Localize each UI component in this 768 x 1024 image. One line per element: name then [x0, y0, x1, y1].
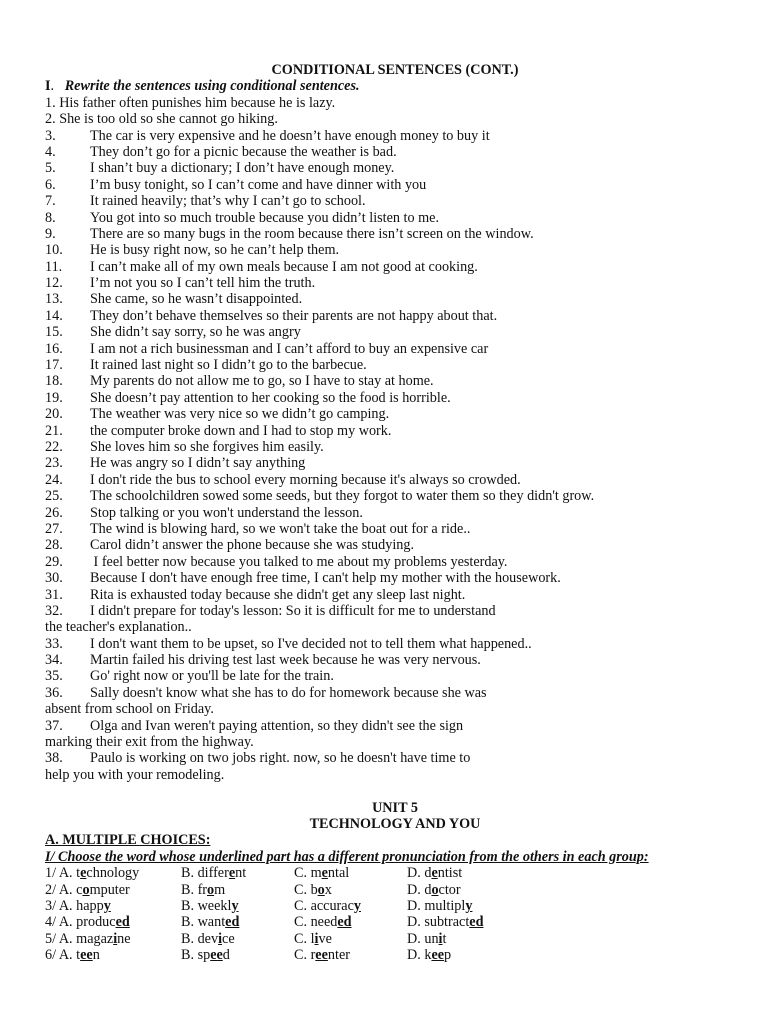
- sentence-text: I don't ride the bus to school every morning because it's always so crowded.: [90, 471, 521, 488]
- sentence-number: 16.: [45, 340, 63, 357]
- mc-option-text: nt: [235, 865, 247, 882]
- mc-option-text: nter: [327, 947, 350, 964]
- mc-underlined-part: e: [321, 865, 328, 882]
- sentence-text: Go' right now or you'll be late for the train.: [90, 668, 334, 685]
- mc-option-text: need: [310, 914, 338, 931]
- mc-option: [407, 947, 451, 963]
- sentence-item: [45, 521, 745, 537]
- sentence-item: [45, 357, 745, 373]
- mc-option-text: c: [76, 881, 83, 898]
- mc-option-label: A.: [58, 947, 77, 964]
- sentence-text: Olga and Ivan weren't paying attention, so they didn't see the sign: [90, 717, 464, 734]
- sentence-text: He is busy right now, so he can’t help them.: [90, 242, 340, 259]
- sentence-text: I can’t make all of my own meals because I am not good at cooking.: [90, 258, 478, 275]
- sentence-number: 30.: [45, 570, 63, 587]
- mc-option-label: D.: [407, 865, 425, 882]
- mc-option-text: un: [424, 930, 439, 947]
- mc-option-text: ne: [117, 930, 131, 947]
- mc-option: [45, 931, 131, 947]
- sentence-number: 35.: [45, 668, 63, 685]
- mc-option-text: t: [442, 930, 447, 947]
- mc-question-number: 4/: [45, 914, 59, 931]
- mc-underlined-part: y: [465, 897, 473, 914]
- mc-option: [294, 865, 349, 881]
- sentence-item: [45, 537, 745, 553]
- mc-question: [45, 914, 745, 930]
- mc-option: [181, 914, 239, 930]
- mc-option-label: C.: [294, 947, 311, 964]
- sentence-item: [45, 128, 745, 144]
- mc-option: [181, 898, 239, 914]
- sentence-number: 11.: [45, 258, 63, 275]
- mc-option: [294, 898, 361, 914]
- mc-question-number: 2/: [45, 881, 59, 898]
- sentence-number: 22.: [45, 439, 63, 455]
- section-marker: I: [45, 78, 51, 95]
- mc-option-text: weekl: [197, 897, 232, 914]
- section-heading: A. MULTIPLE CHOICES:: [45, 832, 211, 849]
- sentence-text: She loves him so she forgives him easily.: [90, 439, 324, 455]
- sentence-text: Sally doesn't know what she has to do for homework because she was: [90, 684, 487, 701]
- mc-underlined-part: ed: [337, 914, 352, 931]
- mc-option-text: multipl: [424, 897, 466, 914]
- mc-underlined-part: i: [218, 930, 223, 947]
- mc-question: [45, 947, 745, 963]
- sentence-item: [45, 373, 745, 389]
- sentence-text: They don’t behave themselves so their parents are not happy about that.: [90, 307, 498, 324]
- sentence-continuation: help you with your remodeling.: [45, 766, 225, 783]
- mc-underlined-part: o: [431, 881, 439, 898]
- sentence-number: 8.: [45, 209, 56, 226]
- sentence-text: She is too old so she cannot go hiking.: [59, 111, 278, 128]
- mc-option: [181, 947, 230, 963]
- sentence-number: 36.: [45, 684, 63, 701]
- mc-option-text: dev: [197, 930, 219, 947]
- sentence-item: [45, 455, 745, 471]
- sentence-number: 25.: [45, 488, 63, 505]
- mc-option: [45, 882, 130, 898]
- sentence-number: 34.: [45, 652, 63, 669]
- mc-option: [181, 882, 225, 898]
- sentence-text: The car is very expensive and he doesn’t have enough money to buy it: [90, 127, 490, 144]
- mc-option-text: happ: [76, 897, 104, 914]
- sentence-item: [45, 210, 745, 226]
- unit-title: UNIT 5: [372, 799, 418, 816]
- mc-option-label: B.: [181, 881, 198, 898]
- sentence-item: [45, 308, 745, 324]
- mc-option-label: A.: [58, 881, 77, 898]
- sentence-item: [45, 95, 745, 111]
- mc-option-label: C.: [294, 914, 311, 931]
- mc-option-text: subtract: [424, 914, 470, 931]
- mc-underlined-part: y: [353, 897, 361, 914]
- mc-question-number: 1/: [45, 865, 59, 882]
- mc-option-text: mputer: [89, 881, 130, 898]
- mc-option-text: t: [76, 947, 81, 964]
- sentence-text: They don’t go for a picnic because the weather is bad.: [90, 143, 397, 160]
- sentence-item: [45, 668, 745, 684]
- sentence-text: I didn't prepare for today's lesson: So it is difficult for me to understand: [90, 602, 496, 619]
- mc-underlined-part: ee: [431, 947, 445, 964]
- sentence-number: 31.: [45, 586, 63, 603]
- sentence-number: 13.: [45, 291, 63, 308]
- mc-option: [407, 931, 446, 947]
- sentence-text: You got into so much trouble because you didn’t listen to me.: [90, 209, 440, 226]
- mc-option: [294, 931, 332, 947]
- sentence-item: [45, 685, 745, 701]
- mc-option-text: ntal: [327, 865, 350, 882]
- sentence-number: 4.: [45, 143, 56, 160]
- sentence-number: 15.: [45, 324, 63, 341]
- sentence-text: There are so many bugs in the room because there isn’t screen on the window.: [90, 225, 534, 242]
- mc-option: [45, 914, 130, 930]
- sentence-item: [45, 652, 745, 668]
- sentence-item: [45, 488, 745, 504]
- mc-option-text: t: [76, 865, 81, 882]
- sentence-number: 9.: [45, 225, 56, 242]
- sentence-text: He was angry so I didn’t say anything: [90, 455, 306, 472]
- mc-option-text: l: [310, 930, 315, 947]
- sentence-number: 12.: [45, 275, 63, 292]
- sentence-number: 32.: [45, 602, 63, 619]
- sentence-number: 1.: [45, 94, 56, 111]
- mc-option-text: differ: [197, 865, 229, 882]
- mc-underlined-part: o: [317, 881, 325, 898]
- sentence-number: 14.: [45, 307, 63, 324]
- sentence-item: [45, 193, 745, 209]
- sentence-item: [45, 472, 745, 488]
- sentence-number: 27.: [45, 520, 63, 537]
- sentence-text: It rained heavily; that’s why I can’t go to school.: [90, 193, 366, 210]
- mc-option-text: ve: [318, 930, 332, 947]
- sentence-number: 6.: [45, 176, 56, 193]
- mc-option: [45, 865, 139, 881]
- sentence-text: I am not a rich businessman and I can’t afford to buy an expensive car: [90, 340, 489, 357]
- mc-underlined-part: ee: [210, 947, 223, 964]
- mc-option: [45, 947, 100, 963]
- sentence-number: 28.: [45, 537, 63, 554]
- mc-underlined-part: y: [103, 897, 111, 914]
- sentence-number: 2.: [45, 111, 56, 128]
- sentence-item: [45, 554, 745, 570]
- sentence-number: 18.: [45, 373, 63, 390]
- sentence-item: [45, 324, 745, 340]
- mc-underlined-part: i: [314, 930, 319, 947]
- mc-underlined-part: y: [231, 897, 239, 914]
- sentence-number: 17.: [45, 357, 63, 374]
- mc-option-text: magaz: [76, 930, 114, 947]
- sentence-item: [45, 603, 745, 619]
- mc-option-text: n: [92, 947, 100, 964]
- sentence-text: I don't want them to be upset, so I've decided not to tell them what happened..: [90, 635, 532, 652]
- mc-option-label: A.: [58, 914, 77, 931]
- mc-underlined-part: ee: [80, 947, 93, 964]
- sentence-number: 19.: [45, 389, 63, 406]
- mc-question-number: 6/: [45, 947, 59, 964]
- mc-option-text: ctor: [438, 881, 461, 898]
- multiple-choice-list: [45, 865, 745, 963]
- sentence-text: The weather was very nice so we didn’t go camping.: [90, 406, 390, 423]
- sentence-text: It rained last night so I didn’t go to the barbecue.: [90, 357, 367, 374]
- mc-underlined-part: e: [80, 865, 87, 882]
- sentence-text: She doesn’t pay attention to her cooking so the food is horrible.: [90, 389, 451, 406]
- sentence-item: [45, 636, 745, 652]
- sentence-text: She didn’t say sorry, so he was angry: [90, 324, 301, 341]
- mc-option-text: accurac: [310, 897, 354, 914]
- sentence-text: Because I don't have enough free time, I can't help my mother with the housework.: [90, 570, 561, 587]
- mc-question: [45, 931, 745, 947]
- sentence-text: I shan’t buy a dictionary; I don’t have enough money.: [90, 160, 395, 177]
- mc-option-text: fr: [197, 881, 208, 898]
- mc-option-text: x: [324, 881, 332, 898]
- mc-underlined-part: ed: [115, 914, 130, 931]
- mc-option-text: p: [444, 947, 452, 964]
- mc-option: [45, 898, 111, 914]
- sentence-item: [45, 275, 745, 291]
- mc-option-label: A.: [58, 930, 77, 947]
- sentence-text: Stop talking or you won't understand the lesson.: [90, 504, 363, 521]
- mc-option-label: D.: [407, 930, 425, 947]
- sentence-number: 33.: [45, 635, 63, 652]
- mc-option-label: B.: [181, 865, 198, 882]
- sentence-number: 23.: [45, 455, 63, 472]
- mc-option: [407, 865, 462, 881]
- mc-option-text: d: [424, 865, 432, 882]
- mc-option-label: D.: [407, 881, 425, 898]
- sentence-number: 29.: [45, 553, 63, 570]
- sentence-text: I feel better now because you talked to me about my problems yesterday.: [90, 553, 508, 570]
- sentence-text: I’m not you so I can’t tell him the truth.: [90, 275, 316, 292]
- sentence-text: Rita is exhausted today because she didn't get any sleep last night.: [90, 586, 466, 603]
- sentence-number: 26.: [45, 504, 63, 521]
- mc-question: [45, 882, 745, 898]
- sentence-list: [45, 95, 745, 783]
- sentence-item: [45, 144, 745, 160]
- instruction-text: Rewrite the sentences using conditional sentences.: [64, 78, 360, 95]
- mc-question-number: 5/: [45, 930, 59, 947]
- mc-underlined-part: ed: [225, 914, 240, 931]
- mc-underlined-part: ed: [469, 914, 484, 931]
- sentence-item: [45, 423, 745, 439]
- sentence-continuation: absent from school on Friday.: [45, 701, 214, 718]
- mc-option-text: k: [424, 947, 432, 964]
- mc-option-text: m: [214, 881, 226, 898]
- sentence-item: [45, 160, 745, 176]
- sentence-item: [45, 406, 745, 422]
- mc-option-text: chnology: [86, 865, 140, 882]
- sentence-item: [45, 570, 745, 586]
- mc-underlined-part: e: [228, 865, 236, 882]
- mc-option-text: d: [222, 947, 230, 964]
- sentence-number: 3.: [45, 127, 56, 144]
- sentence-item: [45, 111, 745, 127]
- section-instruction-2: I/ Choose the word whose underlined part has a different pronunciation from the others in each group:: [45, 848, 649, 865]
- mc-option-label: C.: [294, 930, 311, 947]
- mc-option-label: A.: [58, 897, 77, 914]
- sentence-text: She came, so he wasn’t disappointed.: [90, 291, 303, 308]
- mc-underlined-part: o: [82, 881, 90, 898]
- sentence-text: Martin failed his driving test last week because he was very nervous.: [90, 652, 481, 669]
- sentence-item: [45, 291, 745, 307]
- page-title: CONDITIONAL SENTENCES (CONT.): [271, 62, 519, 78]
- sentence-number: 10.: [45, 242, 63, 259]
- mc-option-label: C.: [294, 865, 311, 882]
- mc-question: [45, 865, 745, 881]
- sentence-item: [45, 226, 745, 242]
- sentence-number: 37.: [45, 717, 63, 734]
- mc-option: [294, 882, 332, 898]
- mc-option-label: B.: [181, 914, 198, 931]
- sentence-item: [45, 341, 745, 357]
- mc-underlined-part: ee: [315, 947, 328, 964]
- sentence-text: The wind is blowing hard, so we won't take the boat out for a ride..: [90, 520, 471, 537]
- sentence-text: His father often punishes him because he is lazy.: [59, 94, 336, 111]
- sentence-text: The schoolchildren sowed some seeds, but they forgot to water them so they didn't grow.: [90, 488, 595, 505]
- mc-option-label: C.: [294, 881, 311, 898]
- mc-option: [294, 947, 350, 963]
- sentence-item: [45, 259, 745, 275]
- section-instruction: I. Rewrite the sentences using conditional sentences.: [45, 78, 360, 95]
- sentence-item: [45, 505, 745, 521]
- sentence-text: the computer broke down and I had to stop my work.: [90, 422, 392, 439]
- sentence-item: [45, 718, 745, 734]
- sentence-number: 21.: [45, 422, 63, 439]
- mc-option-text: d: [424, 881, 432, 898]
- mc-underlined-part: o: [207, 881, 215, 898]
- mc-option: [407, 882, 461, 898]
- mc-option-text: m: [310, 865, 322, 882]
- sentence-number: 20.: [45, 406, 63, 423]
- document-page: [45, 62, 745, 964]
- sentence-continuation: marking their exit from the highway.: [45, 734, 254, 751]
- mc-option-label: B.: [181, 930, 198, 947]
- sentence-continuation: the teacher's explanation..: [45, 619, 192, 636]
- mc-underlined-part: i: [113, 930, 118, 947]
- mc-option-label: D.: [407, 947, 425, 964]
- sentence-item: [45, 390, 745, 406]
- sentence-number: 7.: [45, 193, 56, 210]
- sentence-number: 38.: [45, 750, 63, 767]
- sentence-text: My parents do not allow me to go, so I have to stay at home.: [90, 373, 434, 390]
- sentence-item: [45, 242, 745, 258]
- mc-option-text: want: [197, 914, 226, 931]
- mc-underlined-part: e: [431, 865, 438, 882]
- mc-question-number: 3/: [45, 897, 59, 914]
- mc-option-text: sp: [197, 947, 211, 964]
- sentence-number: 5.: [45, 160, 56, 177]
- sentence-item: [45, 587, 745, 603]
- mc-option-label: A.: [58, 865, 77, 882]
- mc-option-label: B.: [181, 897, 198, 914]
- sentence-text: Paulo is working on two jobs right. now, so he doesn't have time to: [90, 750, 471, 767]
- sentence-text: I’m busy tonight, so I can’t come and have dinner with you: [90, 176, 427, 193]
- mc-option: [181, 931, 235, 947]
- mc-option-text: produc: [76, 914, 116, 931]
- mc-option: [181, 865, 246, 881]
- mc-option-text: ce: [222, 930, 235, 947]
- mc-option: [407, 898, 472, 914]
- sentence-text: Carol didn’t answer the phone because she was studying.: [90, 537, 415, 554]
- unit-subtitle: TECHNOLOGY AND YOU: [309, 816, 481, 832]
- mc-option: [407, 914, 483, 930]
- mc-option-label: D.: [407, 914, 425, 931]
- mc-option-text: b: [310, 881, 318, 898]
- mc-underlined-part: i: [438, 930, 443, 947]
- mc-option: [294, 914, 352, 930]
- sentence-item: [45, 439, 745, 455]
- sentence-item: [45, 750, 745, 766]
- mc-option-text: ntist: [437, 865, 463, 882]
- mc-question: [45, 898, 745, 914]
- mc-option-text: r: [310, 947, 316, 964]
- mc-option-label: C.: [294, 897, 311, 914]
- mc-option-label: D.: [407, 897, 425, 914]
- mc-option-label: B.: [181, 947, 198, 964]
- sentence-item: [45, 177, 745, 193]
- sentence-number: 24.: [45, 471, 63, 488]
